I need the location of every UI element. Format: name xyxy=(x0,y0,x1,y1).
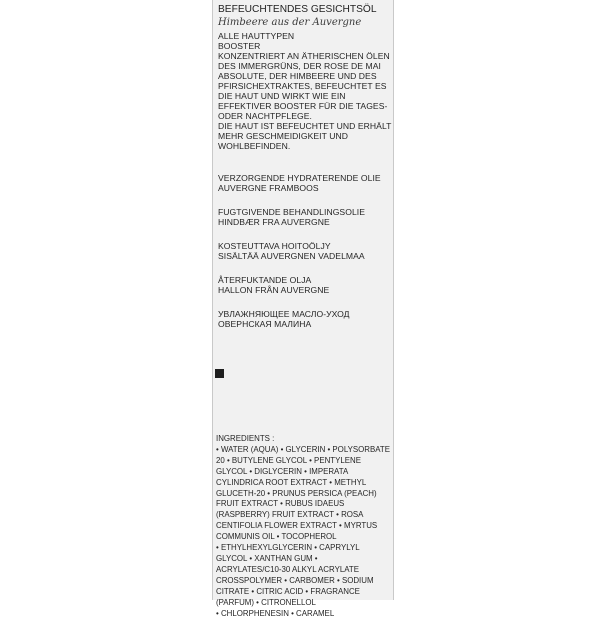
translation-line: KOSTEUTTAVA HOITOÖLJY xyxy=(218,241,390,251)
translation-line: ÅTERFUKTANDE OLJA xyxy=(218,275,390,285)
translation-line: SISÄLTÄÄ AUVERGNEN VADELMAA xyxy=(218,251,390,261)
description-line: DIE HAUT IST BEFEUCHTET UND ERHÄLT xyxy=(218,121,390,131)
ingredients-line: COMMUNIS OIL • TOCOPHEROL xyxy=(216,532,390,543)
ingredients-line: (PARFUM) • CITRONELLOL xyxy=(216,598,390,609)
product-title: BEFEUCHTENDES GESICHTSÖL xyxy=(218,4,390,16)
description-line: DIE HAUT UND WIRKT WIE EIN xyxy=(218,91,390,101)
description-line: ALLE HAUTTYPEN xyxy=(218,31,390,41)
description-line: MEHR GESCHMEIDIGKEIT UND xyxy=(218,131,390,141)
ingredients-line: CITRATE • CITRIC ACID • FRAGRANCE xyxy=(216,587,390,598)
description-line: DES IMMERGRÜNS, DER ROSE DE MAI xyxy=(218,61,390,71)
description-line: WOHLBEFINDEN. xyxy=(218,141,390,151)
ingredients-line: • WATER (AQUA) • GLYCERIN • POLYSORBATE xyxy=(216,445,390,456)
ingredients-line: • ETHYLHEXYLGLYCERIN • CAPRYLYL xyxy=(216,543,390,554)
translation-line: VERZORGENDE HYDRATERENDE OLIE xyxy=(218,173,390,183)
translation-da xyxy=(218,207,390,227)
translation-line: ОВЕРНСКАЯ МАЛИНА xyxy=(218,319,390,329)
description-line: ODER NACHTPFLEGE. xyxy=(218,111,390,121)
ingredients-heading: INGREDIENTS : xyxy=(216,434,390,445)
ingredients-line: (RASPBERRY) FRUIT EXTRACT • ROSA xyxy=(216,510,390,521)
translation-line: HALLON FRÅN AUVERGNE xyxy=(218,285,390,295)
ingredients-line: FRUIT EXTRACT • RUBUS IDAEUS xyxy=(216,499,390,510)
ingredients-line: • CHLORPHENESIN • CARAMEL xyxy=(216,609,390,619)
description-line: KONZENTRIERT AN ÄTHERISCHEN ÖLEN xyxy=(218,51,390,61)
ingredients-line: GLYCOL • XANTHAN GUM • xyxy=(216,554,390,565)
black-square-marker-icon xyxy=(215,369,224,378)
translation-fi xyxy=(218,241,390,261)
ingredients-line: GLUCETH-20 • PRUNUS PERSICA (PEACH) xyxy=(216,489,390,500)
ingredients-line: GLYCOL • DIGLYCERIN • IMPERATA xyxy=(216,467,390,478)
description-line: PFIRSICHEXTRAKTES, BEFEUCHTET ES xyxy=(218,81,390,91)
translation-ru xyxy=(218,309,390,329)
ingredients-line: CYLINDRICA ROOT EXTRACT • METHYL xyxy=(216,478,390,489)
ingredients-line: ACRYLATES/C10-30 ALKYL ACRYLATE xyxy=(216,565,390,576)
ingredients-line: CROSSPOLYMER • CARBOMER • SODIUM xyxy=(216,576,390,587)
description-line: EFFEKTIVER BOOSTER FÜR DIE TAGES- xyxy=(218,101,390,111)
ingredients-list xyxy=(216,434,390,619)
translation-sv xyxy=(218,275,390,295)
translation-line: FUGTGIVENDE BEHANDLINGSOLIE xyxy=(218,207,390,217)
translation-line: HINDBÆR FRA AUVERGNE xyxy=(218,217,390,227)
translation-nl xyxy=(218,173,390,193)
ingredients-line: CENTIFOLIA FLOWER EXTRACT • MYRTUS xyxy=(216,521,390,532)
description-de xyxy=(218,31,390,151)
ingredients-line: 20 • BUTYLENE GLYCOL • PENTYLENE xyxy=(216,456,390,467)
translation-line: AUVERGNE FRAMBOOS xyxy=(218,183,390,193)
description-line: BOOSTER xyxy=(218,41,390,51)
product-subtitle: Himbeere aus der Auvergne xyxy=(218,17,390,29)
translation-line: УВЛАЖНЯЮЩЕЕ МАСЛО-УХОД xyxy=(218,309,390,319)
description-line: ABSOLUTE, DER HIMBEERE UND DES xyxy=(218,71,390,81)
